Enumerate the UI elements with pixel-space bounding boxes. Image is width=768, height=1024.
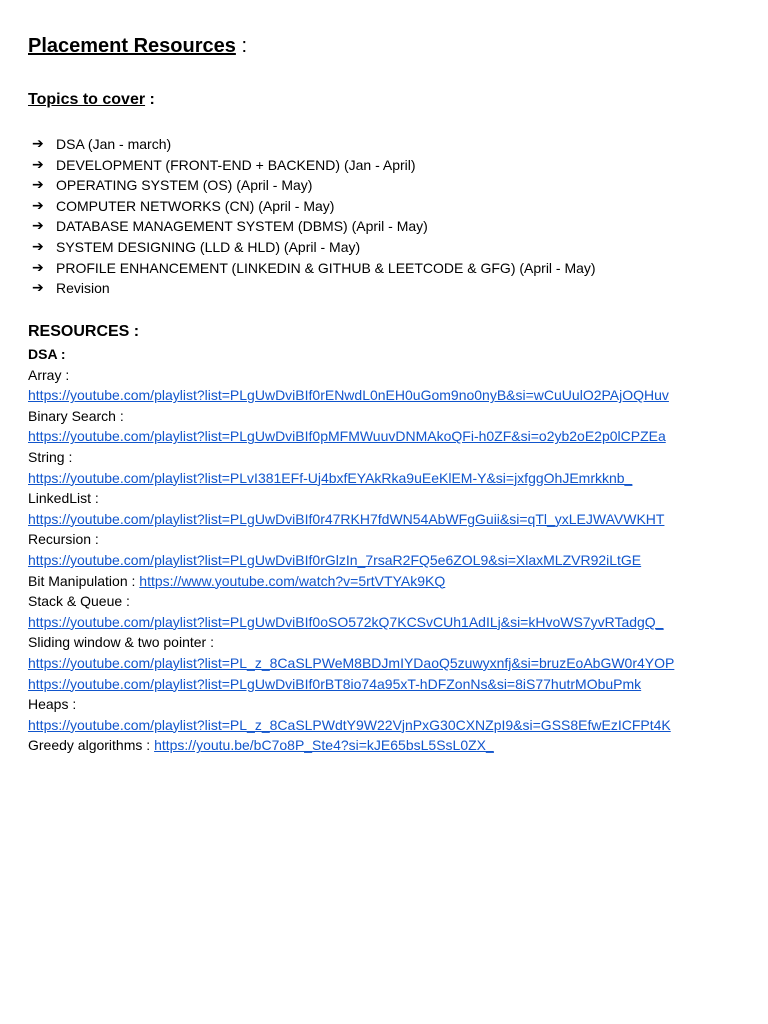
topic-item (28, 258, 596, 279)
resource-link-line (28, 550, 688, 571)
resource-link[interactable]: https://youtube.com/playlist?list=PL_z_8CaSLPWeM8BDJmIYDaoQ5zuwyxnfj&si=bruzEoAbGW0r4YOP (28, 654, 675, 671)
resource-link[interactable]: https://youtube.com/playlist?list=PLgUwDviBIf0rGlzIn_7rsaR2FQ5e6ZOL9&si=XlaxMLZVR92iLtGE (28, 551, 642, 568)
topic-text: DSA (Jan - march) (56, 136, 172, 152)
arrow-bullet-icon: ➔ (32, 197, 44, 214)
resource-link-line (28, 715, 688, 736)
arrow-bullet-icon: ➔ (32, 238, 44, 255)
resource-label: Recursion : (28, 531, 99, 548)
topic-text: OPERATING SYSTEM (OS) (April - May) (56, 177, 313, 194)
resource-label: Array : (28, 366, 70, 383)
resource-label: Stack & Queue : (28, 593, 130, 610)
resource-link-line (28, 426, 688, 447)
resource-link-line (28, 468, 688, 489)
topic-item (28, 278, 596, 299)
resource-link-line (28, 385, 688, 406)
topic-item (28, 134, 596, 155)
resources-heading: RESOURCES : (28, 323, 140, 340)
resource-label: Greedy algorithms : (28, 737, 155, 754)
topics-heading-text: Topics to cover (28, 91, 146, 108)
page-title-suffix: : (235, 35, 248, 57)
resource-link[interactable]: https://youtube.com/playlist?list=PLgUwDviBIf0rBT8io74a95xT-hDFZonNs&si=8iS77hutrMObuPmk (28, 675, 642, 692)
resource-entry (28, 735, 688, 756)
topic-text: SYSTEM DESIGNING (LLD & HLD) (April - May) (56, 238, 361, 255)
topic-item (28, 237, 596, 258)
topic-text: DEVELOPMENT (FRONT-END + BACKEND) (Jan - April) (56, 156, 416, 173)
resource-list (28, 365, 740, 756)
resource-label: Sliding window & two pointer : (28, 634, 214, 651)
arrow-bullet-icon: ➔ (32, 136, 44, 152)
resource-link[interactable]: https://www.youtube.com/watch?v=5rtVTYAk9KQ (139, 572, 446, 589)
topic-text: PROFILE ENHANCEMENT (LINKEDIN & GITHUB & LEETCODE & GFG) (April - May) (56, 259, 596, 276)
arrow-bullet-icon: ➔ (32, 259, 44, 276)
arrow-bullet-icon: ➔ (32, 280, 44, 297)
page-title (28, 34, 247, 58)
resource-label: String : (28, 448, 73, 465)
resource-link-line (28, 612, 688, 633)
topic-text: COMPUTER NETWORKS (CN) (April - May) (56, 197, 335, 214)
resource-link[interactable]: https://youtube.com/playlist?list=PLgUwDviBIf0oSO572kQ7KCSvCUh1AdILj&si=kHvoWS7yvRTadgQ_ (28, 613, 664, 630)
resource-label: LinkedList : (28, 490, 99, 507)
resource-link[interactable]: https://youtube.com/playlist?list=PLgUwDviBIf0r47RKH7fdWN54AbWFgGuii&si=qTl_yxLEJWAVWKHT (28, 510, 665, 527)
arrow-bullet-icon: ➔ (32, 156, 44, 173)
resource-label: Binary Search : (28, 407, 124, 424)
resource-link[interactable]: https://youtube.com/playlist?list=PLgUwDviBIf0pMFMWuuvDNMAkoQFi-h0ZF&si=o2yb2oE2p0lCPZEa (28, 428, 666, 445)
resources-section (28, 320, 740, 756)
resource-link[interactable]: https://youtube.com/playlist?list=PLvI381EFf-Uj4bxfEYAkRka9uEeKlEM-Y&si=jxfggOhJEmrkknb_ (28, 469, 633, 486)
resource-link[interactable]: https://youtube.com/playlist?list=PLgUwDviBIf0rENwdL0nEH0uGom9no0nyB&si=wCuUulO2PAjOQHuv (28, 387, 669, 404)
page-title-text: Placement Resources (28, 35, 236, 57)
resource-link-line (28, 674, 688, 695)
topics-heading (28, 90, 155, 110)
resource-link[interactable]: https://youtu.be/bC7o8P_Ste4?si=kJE65bsL5SsL0ZX_ (154, 737, 494, 754)
resource-link-line (28, 653, 688, 674)
topic-item (28, 216, 596, 237)
topic-item (28, 155, 596, 176)
resource-label: Heaps : (28, 696, 77, 713)
topic-item (28, 175, 596, 196)
topic-item (28, 196, 596, 217)
resource-label: Bit Manipulation : (28, 572, 140, 589)
resource-link[interactable]: https://youtube.com/playlist?list=PL_z_8CaSLPWdtY9W22VjnPxG30CXNZpI9&si=GSS8EfwEzICFPt4K (28, 716, 671, 733)
resource-entry (28, 571, 688, 592)
topic-text: Revision (56, 280, 110, 297)
topics-heading-suffix: : (145, 91, 155, 108)
resource-link-line (28, 509, 688, 530)
dsa-heading: DSA : (28, 346, 66, 362)
topic-text: DATABASE MANAGEMENT SYSTEM (DBMS) (April - May) (56, 218, 428, 235)
arrow-bullet-icon: ➔ (32, 218, 44, 235)
arrow-bullet-icon: ➔ (32, 177, 44, 194)
topics-list (28, 134, 596, 299)
